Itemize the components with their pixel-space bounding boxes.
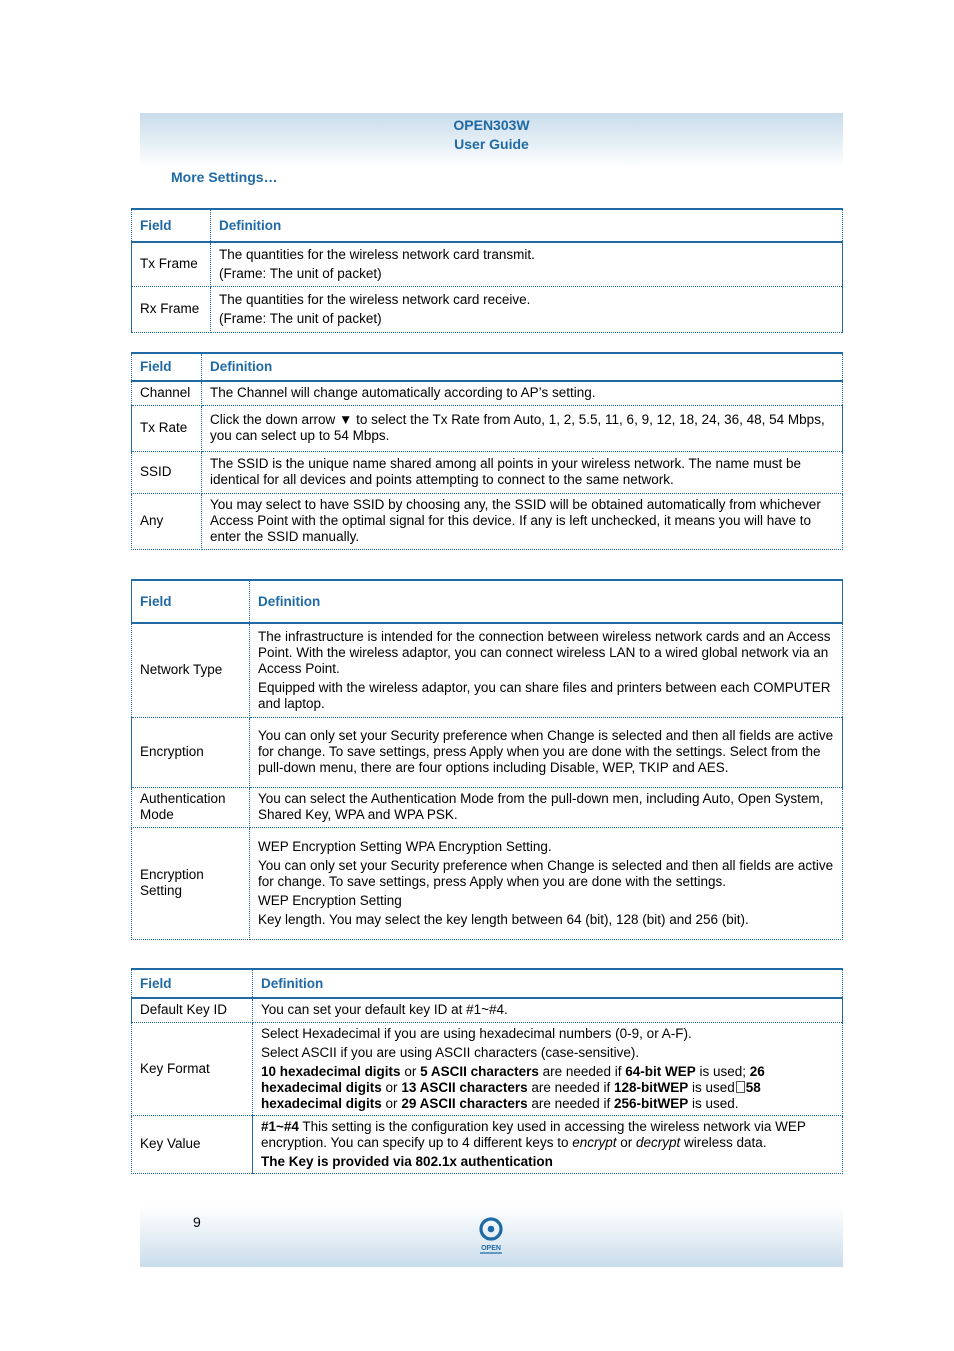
field-key-value: Key Value	[132, 1115, 253, 1173]
definition-network-type: The infrastructure is intended for the connection between wireless network cards and an Access Point. With the wireless adaptor, you can connect wireless LAN to a wired global network via an Access Point. Equipped with the wireless adaptor, you can share files and printers between each COMPUTER and laptop.	[250, 623, 843, 717]
table-frames	[131, 208, 843, 333]
missing-glyph-box	[736, 1081, 745, 1093]
table-keys	[131, 968, 843, 1174]
table-header-row	[132, 580, 843, 623]
definition-key-value: #1~#4 This setting is the configuration key used in accessing the wireless network via WEP encryption. You can specify up to 4 different keys to encrypt or decrypt wireless data. The Key is provided via 802.1x authentication	[253, 1115, 843, 1173]
table-row	[132, 405, 843, 451]
definition-encryption-setting: WEP Encryption Setting WPA Encryption Setting. You can only set your Security preference when Change is selected and then all fields are active for change. To save settings, press Apply when you are done with the settings. WEP Encryption Setting Key length. You may select the key length between 64 (bit), 128 (bit) and 256 (bit).	[250, 827, 843, 939]
table-row	[132, 1022, 843, 1115]
table-wireless	[131, 352, 843, 550]
table-row	[132, 242, 843, 286]
header-field: Field	[132, 969, 253, 998]
field-default-key-id: Default Key ID	[132, 998, 253, 1022]
field-ssid: SSID	[132, 451, 202, 493]
field-tx-frame: Tx Frame	[132, 242, 211, 286]
definition-encryption: You can only set your Security preference when Change is selected and then all fields are active for change. To save settings, press Apply when you are done with the settings. Select from the pull-down menu, there are four options including Disable, WEP, TKIP and AES.	[250, 717, 843, 787]
field-rx-frame: Rx Frame	[132, 286, 211, 332]
definition-channel: The Channel will change automatically according to AP’s setting.	[202, 381, 843, 405]
field-channel: Channel	[132, 381, 202, 405]
definition-ssid: The SSID is the unique name shared among all points in your wireless network. The name must be identical for all devices and points attempting to connect to the same network.	[202, 451, 843, 493]
table-row	[132, 998, 843, 1022]
header-definition: Definition	[211, 209, 843, 242]
field-tx-rate: Tx Rate	[132, 405, 202, 451]
field-encryption-setting: Encryption Setting	[132, 827, 250, 939]
page-number: 9	[193, 1214, 201, 1230]
table-row	[132, 787, 843, 827]
table-row	[132, 1115, 843, 1173]
header-definition: Definition	[253, 969, 843, 998]
table-row	[132, 286, 843, 332]
header-definition: Definition	[202, 353, 843, 381]
definition-authentication-mode: You can select the Authentication Mode from the pull-down men, including Auto, Open System, Shared Key, WPA and WPA PSK.	[250, 787, 843, 827]
table-security	[131, 579, 843, 940]
header-definition: Definition	[250, 580, 843, 623]
table-row	[132, 623, 843, 717]
open-logo-icon	[478, 1216, 504, 1256]
definition-key-format: Select Hexadecimal if you are using hexadecimal numbers (0-9, or A-F). Select ASCII if you are using ASCII characters (case-sensitive). 10 hexadecimal digits or 5 ASCII characters are needed if 64-bit WEP is used; 26 hexadecimal digits or 13 ASCII characters are needed if 128-bitWEP is used 58 hexadecimal digits or 29 ASCII characters are needed if 256-bitWEP is used.	[253, 1022, 843, 1115]
table-row	[132, 381, 843, 405]
definition-any: You may select to have SSID by choosing any, the SSID will be obtained automatically from whichever Access Point with the optimal signal for this device. If any is left unchecked, it means you will have to enter the SSID manually.	[202, 493, 843, 549]
table-header-row	[132, 969, 843, 998]
field-any: Any	[132, 493, 202, 549]
table-row	[132, 451, 843, 493]
product-title: OPEN303W	[453, 117, 530, 133]
table-row	[132, 493, 843, 549]
definition-default-key-id: You can set your default key ID at #1~#4.	[253, 998, 843, 1022]
header-field: Field	[132, 580, 250, 623]
definition-tx-rate: Click the down arrow ▼ to select the Tx Rate from Auto, 1, 2, 5.5, 11, 6, 9, 12, 18, 24, 36, 48, 54 Mbps, you can select up to 54 Mbps.	[202, 405, 843, 451]
table-header-row	[132, 353, 843, 381]
field-network-type: Network Type	[132, 623, 250, 717]
table-header-row	[132, 209, 843, 242]
definition-rx-frame: The quantities for the wireless network card receive. (Frame: The unit of packet)	[211, 286, 843, 332]
field-key-format: Key Format	[132, 1022, 253, 1115]
section-title: More Settings…	[171, 169, 278, 185]
field-encryption: Encryption	[132, 717, 250, 787]
header-field: Field	[132, 353, 202, 381]
field-authentication-mode: Authentication Mode	[132, 787, 250, 827]
definition-tx-frame: The quantities for the wireless network card transmit. (Frame: The unit of packet)	[211, 242, 843, 286]
guide-subtitle: User Guide	[454, 136, 529, 152]
logo-text: OPEN	[481, 1245, 501, 1252]
table-row	[132, 827, 843, 939]
header-field: Field	[132, 209, 211, 242]
table-row	[132, 717, 843, 787]
